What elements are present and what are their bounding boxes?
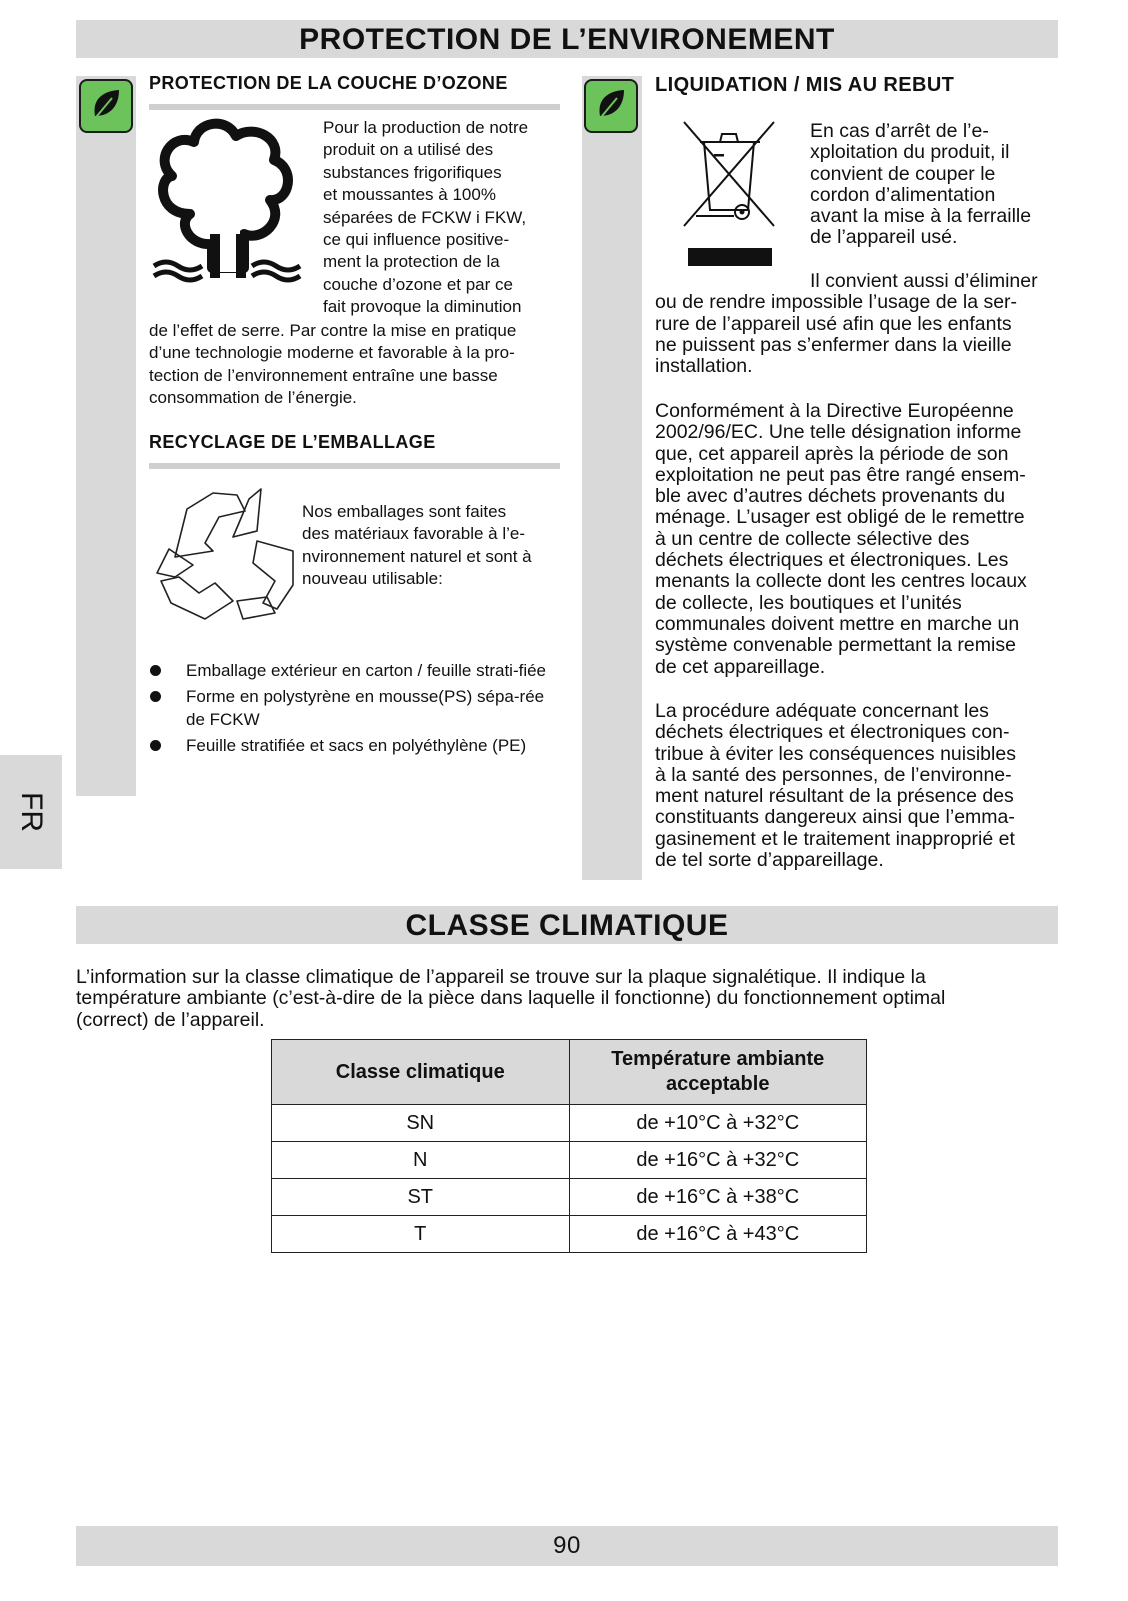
disposal-text-beside: En cas d’arrêt de l’e- xploitation du produit, il convient de couper le cordon d’alimentation avant la mise à la ferraille de l’appareil usé. — [810, 120, 1032, 249]
packaging-bullet-list — [150, 660, 560, 762]
list-item: Feuille stratifiée et sacs en polyéthylène (PE) — [150, 735, 560, 757]
table-cell: ST — [272, 1179, 570, 1216]
ozone-text-beside: Pour la production de notre produit on a utilisé des substances frigorifiques et moussantes à 100% séparées de FCKW i FKW, ce qui influence positive- ment la protection de la couche d’ozone et par ce fait provoque la diminution — [323, 118, 529, 317]
ozone-text-full: de l’effet de serre. Par contre la mise en pratique d’une technologie moderne et favorable à la pro- tection de l’environnement entraîne une basse consommation de l’énergie. — [149, 321, 517, 408]
disposal-paragraph-4: La procédure adéquate concernant les déchets électriques et électroniques con- tribue à éviter les conséquences nuisibles à la santé des personnes, de l’environne- ment naturel résultant de la présence des constituants dangereux ainsi que l’emma- gasinement et le traitement inapproprié et de tel sorte d’appareillage. — [655, 700, 1016, 872]
table-header-row — [272, 1040, 867, 1105]
disposal-paragraph-3: Conformément à la Directive Européenne 2002/96/EC. Une telle désignation informe que, cet appareil après la période de son exploitation ne peut pas être rangé ensem- ble avec d’autres déchets provenants du ménage. L’usager est obligé de le remettre à un centre de collecte sélective des déchets électriques et électroniques. Les menants la collecte dont les centres locaux de collecte, les boutiques et l’unités communales doivent mettre en marche un système convenable permettant la remise de cet appareillage. — [655, 400, 1027, 678]
table-cell: SN — [272, 1105, 570, 1142]
column-header-temperature: Température ambiante acceptable — [569, 1040, 867, 1105]
section-title-environment: PROTECTION DE L’ENVIRONEMENT — [76, 20, 1058, 58]
recycle-icon — [153, 485, 298, 625]
table-cell: de +16°C à +32°C — [569, 1142, 867, 1179]
table-cell: de +16°C à +38°C — [569, 1179, 867, 1216]
packaging-text: Nos emballages sont faites des matériaux favorable à l’e- nvironnement naturel et sont à nouveau utilisable: — [302, 502, 532, 589]
table-cell: T — [272, 1216, 570, 1253]
list-item: Forme en polystyrène en mousse(PS) sépa-rée de FCKW — [150, 686, 560, 731]
language-label: FR — [15, 792, 48, 832]
leaf-icon — [79, 79, 133, 133]
table-cell: de +10°C à +32°C — [569, 1105, 867, 1142]
table-row — [272, 1216, 867, 1253]
table-row — [272, 1142, 867, 1179]
climate-intro: L’information sur la classe climatique de l’appareil se trouve sur la plaque signalétique. Il indique la température ambiante (c’est-à-dire de la pièce dans laquelle il fonctionne) du fonctionnement optimal (correct) de l’appareil. — [76, 966, 946, 1031]
table-cell: N — [272, 1142, 570, 1179]
ozone-rule — [149, 104, 560, 110]
section-title-climate: CLASSE CLIMATIQUE — [76, 906, 1058, 944]
page-number: 90 — [76, 1526, 1058, 1566]
right-side-bar — [582, 76, 642, 880]
table-cell: de +16°C à +43°C — [569, 1216, 867, 1253]
list-item: Emballage extérieur en carton / feuille strati-fiée — [150, 660, 560, 682]
packaging-rule — [149, 463, 560, 469]
left-side-bar — [76, 76, 136, 796]
leaf-icon — [584, 79, 638, 133]
table-row — [272, 1179, 867, 1216]
disposal-paragraph-2: Il convient aussi d’éliminer ou de rendre impossible l’usage de la ser- rure de l’appareil usé afin que les enfants ne puissent pas s’enfermer dans la vieille installation. — [655, 270, 1038, 378]
ozone-heading: PROTECTION DE LA COUCHE D’OZONE — [149, 73, 508, 93]
language-tab — [0, 755, 62, 869]
climate-class-table — [271, 1039, 867, 1253]
packaging-heading: RECYCLAGE DE L’EMBALLAGE — [149, 432, 436, 452]
column-header-class: Classe climatique — [272, 1040, 570, 1105]
crossed-bin-icon — [682, 120, 780, 270]
disposal-heading: LIQUIDATION / MIS AU REBUT — [655, 74, 955, 96]
table-row — [272, 1105, 867, 1142]
tree-ozone-icon — [150, 118, 305, 288]
